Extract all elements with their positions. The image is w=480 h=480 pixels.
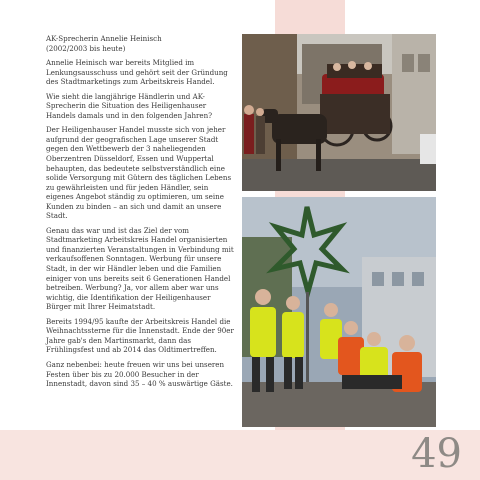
heading-line-1: AK-Sprecherin Annelie Heinisch (46, 34, 162, 43)
paragraph-intro: Annelie Heinisch war bereits Mitglied im Lenkungsausschuss und gehört seit der Gründung des Stadtmarketings zum Arbeitskreis Handel. (46, 58, 228, 87)
paragraph-history: Bereits 1994/95 kaufte der Arbeitskreis Handel die Weihnachtssterne für die Innenstadt. Ende der 90er Jahre gab's den Martinsmarkt, dann das Frühlingsfest und ab 2014 das Oldtimertreffen. (46, 316, 234, 355)
article-heading (46, 34, 234, 53)
photo-christmas-star-team (242, 197, 436, 427)
paragraph-question: Wie sieht die langjährige Händlerin und AK-Sprecherin die Situation des Heiligenhauser Handels damals und in den folgenden Jahren? (46, 91, 213, 120)
paragraph-competition: Der Heiligenhauser Handel musste sich von jeher aufgrund der geografischen Lage unserer Stadt gegen den Wettbewerb der 3 naheliegenden Oberzentren Düsseldorf, Essen und Wuppertal behaupten, das bedeutete selbstverständlich eine solide Versorgung mit Gütern des täglichen Lebens zu gewährleisten und für jeden Händler, sein eigenes Angebot ständig zu optimieren, um seine Kunden zu binden – an sich und damit an unsere Stadt. (46, 125, 232, 221)
paragraph-visitors: Ganz nebenbei: heute freuen wir uns bei unseren Festen über bis zu 20.000 Besucher in der Innenstadt, davon sind 35 – 40 % auswärtige Gäste. (46, 359, 233, 389)
page-number: 49 (411, 431, 462, 477)
heading-line-2: (2002/2003 bis heute) (46, 43, 126, 53)
article-text-column (46, 34, 234, 394)
paragraph-goals: Genau das war und ist das Ziel der vom Stadtmarketing Arbeitskreis Handel organisierten und finanzierten Veranstaltungen in Verbindung mit verkaufsoffenen Sonntagen. Werbung für unsere Stadt, in der wir Händler leben und die Familien einiger von uns bereits seit 6 Generationen Handel betreiben. Werbung? Ja, vor allem aber war uns wichtig, die Identifikation der Heiligenhauser Bürger mit Ihrer Heimatstadt. (46, 225, 234, 312)
photo-horse-carriage (242, 34, 436, 191)
